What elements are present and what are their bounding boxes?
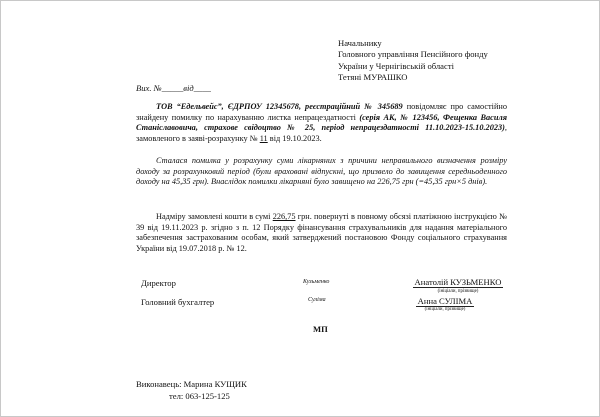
addressee-line: Начальнику	[338, 38, 382, 48]
reference-number-blank: _____	[161, 83, 184, 93]
addressee-line: Головного управління Пенсійного фонду	[338, 49, 488, 60]
application-number: 11	[259, 133, 268, 143]
addressee-line: України у Чернігівській області	[338, 60, 454, 71]
signature-role-director: Директор	[141, 278, 176, 288]
reference-date-blank: ____	[193, 83, 211, 93]
reference-from-word: від	[183, 83, 194, 93]
executor-block	[136, 379, 247, 402]
paragraph-text: , замовленого в заяві-розрахунку №	[136, 123, 507, 143]
paragraph-notification	[136, 102, 507, 144]
refund-amount: 226,75	[272, 212, 296, 221]
handwritten-signature-accountant: Сулiма	[308, 297, 326, 303]
company-details: ТОВ “Едельвейс”, ЄДРПОУ 12345678, реєстраційний № 345689	[156, 102, 403, 111]
paragraph-text: Надміру замовлені кошти в сумі	[156, 212, 273, 221]
addressee-block	[338, 38, 488, 83]
handwritten-signature-director: Кузьменко	[303, 279, 330, 285]
paragraph-text: грн. повернуті в повному обсязі платіжною інструкцією № 39 від 19.11.2023 р. згідно з п. 12 Порядку фінансування страхувальників для надання матеріального забезпечення застрахованим особам, який затверджений постановою Фонду соціального страхування України від 19.07.2018 р. № 12.	[136, 212, 507, 253]
executor-name: Виконавець: Марина КУЩИК	[136, 379, 247, 389]
signatory-name-accountant: Анна СУЛІМА	[417, 296, 473, 306]
addressee-line: Тетяні МУРАШКО	[338, 71, 408, 82]
reference-prefix: Вих. №	[136, 83, 162, 93]
paragraph-refund	[136, 212, 507, 254]
signatory-caption: (ініціали, прізвище)	[437, 289, 479, 294]
paragraph-error-description: Сталася помилка у розрахунку суми лікарняних з причини неправильного визначення розміру доходу за розрахунковий період (були враховані відпускні, що призвело до завищення середньоденного доходу на 45,35 грн). Внаслідок помилки лікарняні було завищено на 226,75 грн (=45,35 грн×5 днів).	[136, 156, 507, 187]
paragraph-text: повідомляє про самостійно знайдену помилку по нарахуванню листка непрацездатності	[136, 102, 508, 122]
outgoing-reference	[136, 83, 211, 93]
signatory-name-director: Анатолій КУЗЬМЕНКО	[414, 277, 502, 287]
paragraph-text: від 19.10.2023.	[267, 133, 322, 143]
stamp-placeholder: МП	[313, 324, 328, 334]
signatory-caption: (ініціали, прізвище)	[424, 307, 466, 312]
executor-phone: тел: 063-125-125	[169, 390, 230, 401]
signature-role-chief-accountant: Головний бухгалтер	[141, 297, 215, 307]
sick-leave-details: (серія АК, № 123456, Фещенка Василя Станіславовича, страхове свідоцтво № 25, період непрацездатності 11.10.2023-15.10.2023)	[136, 112, 507, 133]
